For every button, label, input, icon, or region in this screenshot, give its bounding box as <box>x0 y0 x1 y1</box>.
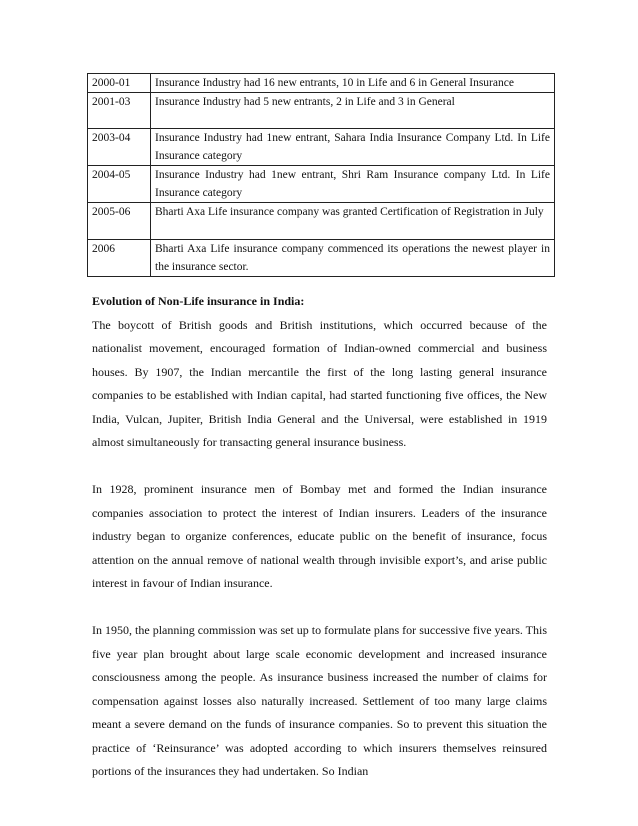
section-heading: Evolution of Non-Life insurance in India: <box>92 294 305 308</box>
description-cell: Insurance Industry had 1new entrant, Sahara India Insurance Company Ltd. In Life Insurance category <box>151 129 555 166</box>
description-cell: Insurance Industry had 1new entrant, Shri Ram Insurance company Ltd. In Life Insurance category <box>151 166 555 203</box>
year-cell: 2004-05 <box>88 166 151 203</box>
year-cell: 2000-01 <box>88 74 151 93</box>
table-row <box>88 93 555 129</box>
insurance-timeline-table <box>87 73 555 277</box>
description-cell: Bharti Axa Life insurance company was granted Certification of Registration in July <box>151 203 555 240</box>
paragraph-spacer <box>92 596 547 620</box>
year-cell: 2006 <box>88 240 151 277</box>
table-row <box>88 203 555 240</box>
paragraph-spacer <box>92 455 547 479</box>
year-cell: 2001-03 <box>88 93 151 129</box>
description-cell: Insurance Industry had 16 new entrants, 10 in Life and 6 in General Insurance <box>151 74 555 93</box>
year-cell: 2005-06 <box>88 203 151 240</box>
description-cell: Insurance Industry had 5 new entrants, 2 in Life and 3 in General <box>151 93 555 129</box>
table-row <box>88 129 555 166</box>
year-cell: 2003-04 <box>88 129 151 166</box>
paragraph: In 1928, prominent insurance men of Bombay met and formed the Indian insurance companies association to protect the interest of Indian insurers. Leaders of the insurance industry began to organize conferences, educate public on the benefit of insurance, focus attention on the annual remove of national wealth through invisible export’s, and arise public interest in favour of Indian insurance. <box>92 482 547 590</box>
paragraph: The boycott of British goods and British institutions, which occurred because of the nationalist movement, encouraged formation of Indian-owned commercial and business houses. By 1907, the Indian mercantile the first of the long lasting general insurance companies to be established with Indian capital, had started functioning five offices, the New India, Vulcan, Jupiter, British India General and the Universal, were established in 1919 almost simultaneously for transacting general insurance business. <box>92 317 547 449</box>
section-content <box>92 290 547 784</box>
description-cell: Bharti Axa Life insurance company commenced its operations the newest player in the insurance sector. <box>151 240 555 277</box>
table-row <box>88 240 555 277</box>
table-row <box>88 166 555 203</box>
paragraph: In 1950, the planning commission was set up to formulate plans for successive five years. This five year plan brought about large scale economic development and increased insurance consciousness among the people. As insurance business increased the number of claims for compensation against losses also naturally increased. Settlement of too many large claims meant a severe demand on the funds of insurance companies. So to prevent this situation the practice of ‘Reinsurance’ was adopted according to which insurers themselves reinsured portions of the insurances they had undertaken. So Indian <box>92 623 547 778</box>
table-row <box>88 74 555 93</box>
